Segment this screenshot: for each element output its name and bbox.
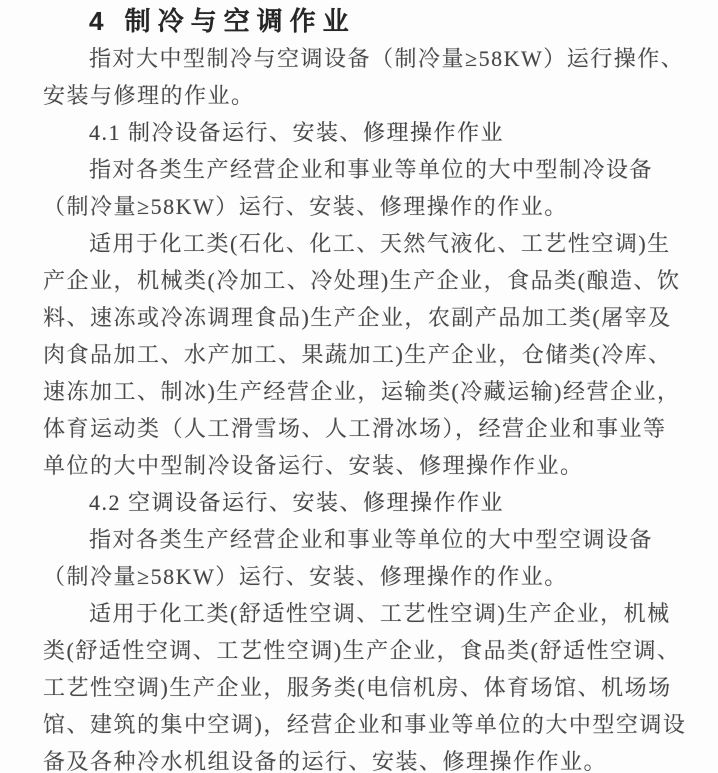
- paragraph-line: （制冷量≥58KW）运行、安装、修理操作的作业。: [43, 194, 568, 219]
- paragraph-line: 适用于化工类(舒适性空调、工艺性空调)生产企业，机械: [89, 601, 671, 626]
- section-heading: 4.1 制冷设备运行、安装、修理操作作业: [89, 120, 505, 145]
- paragraph-line: 备及各种冷水机组设备的运行、安装、修理操作作业。: [43, 749, 608, 773]
- paragraph-line: （制冷量≥58KW）运行、安装、修理操作的作业。: [43, 564, 568, 589]
- chapter-heading: 4 制冷与空调作业: [89, 6, 356, 36]
- paragraph-line: 指对大中型制冷与空调设备（制冷量≥58KW）运行操作、: [89, 46, 685, 71]
- paragraph-line: 料、速冻或冷冻调理食品)生产企业，农副产品加工类(屠宰及: [43, 305, 672, 330]
- paragraph-line: 安装与修理的作业。: [43, 83, 255, 108]
- paragraph-line: 单位的大中型制冷设备运行、安装、修理操作作业。: [43, 453, 584, 478]
- paragraph-line: 类(舒适性空调、工艺性空调)生产企业，食品类(舒适性空调、: [43, 638, 681, 663]
- paragraph-line: 速冻加工、制冰)生产经营企业，运输类(冷藏运输)经营企业，: [43, 379, 681, 404]
- section-heading: 4.2 空调设备运行、安装、修理操作作业: [89, 490, 505, 515]
- document-body: [0, 3, 718, 773]
- paragraph-line: 产企业，机械类(冷加工、冷处理)生产企业，食品类(酿造、饮: [43, 268, 681, 293]
- paragraph-line: 指对各类生产经营企业和事业等单位的大中型制冷设备: [89, 157, 654, 182]
- paragraph-line: 肉食品加工、水产加工、果蔬加工)生产企业，仓储类(冷库、: [43, 342, 672, 367]
- paragraph-line: 适用于化工类(石化、化工、天然气液化、工艺性空调)生: [89, 231, 671, 256]
- paragraph-line: 指对各类生产经营企业和事业等单位的大中型空调设备: [89, 527, 654, 552]
- paragraph-line: 工艺性空调)生产企业，服务类(电信机房、体育场馆、机场场: [43, 675, 672, 700]
- paragraph-line: 馆、建筑的集中空调)，经营企业和事业等单位的大中型空调设: [43, 712, 687, 737]
- paragraph-line: 体育运动类（人工滑雪场、人工滑冰场），经营企业和事业等: [43, 416, 667, 441]
